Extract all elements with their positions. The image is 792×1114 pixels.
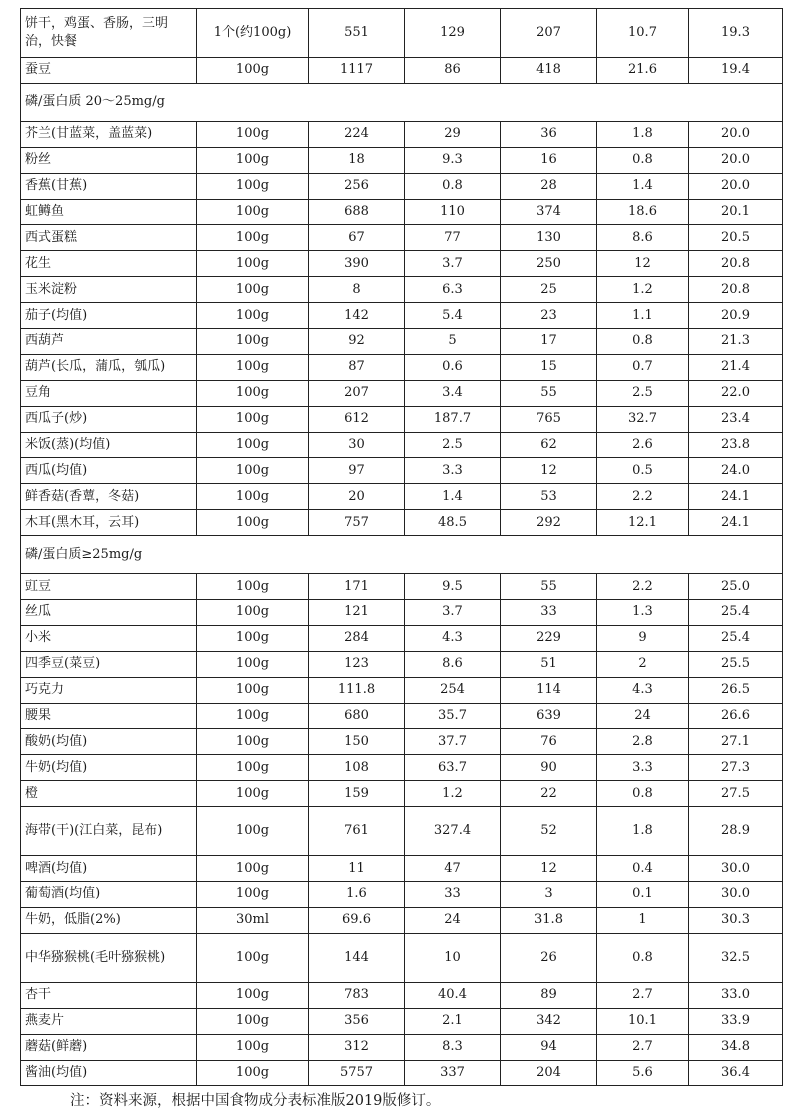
value-cell: 33 [405,882,501,908]
food-name-cell: 丝瓜 [21,600,197,626]
value-cell: 0.4 [597,856,689,882]
value-cell: 5 [405,329,501,355]
amount-cell: 100g [197,755,309,781]
value-cell: 20.1 [689,199,783,225]
value-cell: 150 [309,729,405,755]
value-cell: 28.9 [689,807,783,856]
table-row [21,933,783,982]
value-cell: 1.4 [405,484,501,510]
table-row [21,1060,783,1086]
food-name-cell: 木耳(黑木耳，云耳) [21,510,197,536]
food-name-cell: 粉丝 [21,147,197,173]
value-cell: 24 [405,907,501,933]
table-row [21,173,783,199]
value-cell: 24.1 [689,510,783,536]
amount-cell: 100g [197,781,309,807]
value-cell: 69.6 [309,907,405,933]
value-cell: 20.0 [689,173,783,199]
table-row [21,677,783,703]
value-cell: 28 [501,173,597,199]
amount-cell: 100g [197,625,309,651]
value-cell: 24.1 [689,484,783,510]
amount-cell: 100g [197,277,309,303]
amount-cell: 100g [197,484,309,510]
table-row [21,510,783,536]
value-cell: 342 [501,1008,597,1034]
amount-cell: 100g [197,933,309,982]
value-cell: 25.0 [689,574,783,600]
section-header-row [21,83,783,121]
value-cell: 26.5 [689,677,783,703]
value-cell: 21.6 [597,58,689,84]
food-name-cell: 牛奶，低脂(2%) [21,907,197,933]
value-cell: 159 [309,781,405,807]
value-cell: 2.1 [405,1008,501,1034]
value-cell: 374 [501,199,597,225]
value-cell: 3.7 [405,600,501,626]
value-cell: 25.5 [689,651,783,677]
table-row [21,432,783,458]
value-cell: 92 [309,329,405,355]
value-cell: 20.8 [689,251,783,277]
value-cell: 114 [501,677,597,703]
table-row [21,9,783,58]
value-cell: 0.8 [597,329,689,355]
value-cell: 312 [309,1034,405,1060]
value-cell: 27.5 [689,781,783,807]
value-cell: 0.8 [597,933,689,982]
food-name-cell: 茄子(均值) [21,303,197,329]
amount-cell: 100g [197,574,309,600]
amount-cell: 100g [197,406,309,432]
value-cell: 8.6 [597,225,689,251]
table-row [21,380,783,406]
value-cell: 25.4 [689,600,783,626]
value-cell: 21.3 [689,329,783,355]
value-cell: 0.7 [597,354,689,380]
value-cell: 4.3 [597,677,689,703]
food-name-cell: 小米 [21,625,197,651]
food-name-cell: 豆角 [21,380,197,406]
amount-cell: 100g [197,651,309,677]
value-cell: 36 [501,121,597,147]
table-row [21,625,783,651]
food-name-cell: 虹鳟鱼 [21,199,197,225]
food-name-cell: 牛奶(均值) [21,755,197,781]
value-cell: 2.5 [405,432,501,458]
value-cell: 36.4 [689,1060,783,1086]
table-row [21,303,783,329]
value-cell: 20.0 [689,121,783,147]
value-cell: 18 [309,147,405,173]
amount-cell: 100g [197,1034,309,1060]
value-cell: 1117 [309,58,405,84]
food-name-cell: 西式蛋糕 [21,225,197,251]
value-cell: 688 [309,199,405,225]
value-cell: 33.0 [689,982,783,1008]
value-cell: 15 [501,354,597,380]
table-row [21,484,783,510]
value-cell: 2.7 [597,1034,689,1060]
value-cell: 53 [501,484,597,510]
value-cell: 229 [501,625,597,651]
food-name-cell: 巧克力 [21,677,197,703]
amount-cell: 1个(约100g) [197,9,309,58]
value-cell: 1.6 [309,882,405,908]
table-row [21,225,783,251]
table-row [21,600,783,626]
table-row [21,651,783,677]
food-name-cell: 中华猕猴桃(毛叶猕猴桃) [21,933,197,982]
food-name-cell: 海带(干)(江白菜，昆布) [21,807,197,856]
amount-cell: 100g [197,1060,309,1086]
value-cell: 87 [309,354,405,380]
amount-cell: 100g [197,458,309,484]
value-cell: 3 [501,882,597,908]
value-cell: 11 [309,856,405,882]
value-cell: 63.7 [405,755,501,781]
table-row [21,807,783,856]
value-cell: 48.5 [405,510,501,536]
food-name-cell: 饼干，鸡蛋、香肠，三明治，快餐 [21,9,197,58]
table-row [21,882,783,908]
value-cell: 77 [405,225,501,251]
table-row [21,354,783,380]
value-cell: 8.3 [405,1034,501,1060]
table-row [21,406,783,432]
value-cell: 2.7 [597,982,689,1008]
value-cell: 254 [405,677,501,703]
table-row [21,703,783,729]
value-cell: 1.2 [405,781,501,807]
value-cell: 9 [597,625,689,651]
value-cell: 4.3 [405,625,501,651]
value-cell: 680 [309,703,405,729]
value-cell: 26.6 [689,703,783,729]
value-cell: 16 [501,147,597,173]
food-name-cell: 蚕豆 [21,58,197,84]
table-row [21,1034,783,1060]
food-name-cell: 西葫芦 [21,329,197,355]
value-cell: 23.8 [689,432,783,458]
value-cell: 12.1 [597,510,689,536]
value-cell: 33 [501,600,597,626]
value-cell: 29 [405,121,501,147]
value-cell: 2.8 [597,729,689,755]
food-name-cell: 西瓜子(炒) [21,406,197,432]
value-cell: 20.0 [689,147,783,173]
value-cell: 18.6 [597,199,689,225]
value-cell: 24.0 [689,458,783,484]
section-header-row [21,536,783,574]
food-name-cell: 啤酒(均值) [21,856,197,882]
amount-cell: 100g [197,600,309,626]
value-cell: 356 [309,1008,405,1034]
value-cell: 67 [309,225,405,251]
amount-cell: 30ml [197,907,309,933]
value-cell: 22 [501,781,597,807]
value-cell: 51 [501,651,597,677]
value-cell: 12 [501,856,597,882]
amount-cell: 100g [197,882,309,908]
value-cell: 35.7 [405,703,501,729]
value-cell: 21.4 [689,354,783,380]
value-cell: 0.8 [597,147,689,173]
food-name-cell: 酱油(均值) [21,1060,197,1086]
value-cell: 40.4 [405,982,501,1008]
value-cell: 2.2 [597,484,689,510]
value-cell: 86 [405,58,501,84]
amount-cell: 100g [197,58,309,84]
value-cell: 1.4 [597,173,689,199]
value-cell: 30.0 [689,856,783,882]
value-cell: 3.7 [405,251,501,277]
value-cell: 5.4 [405,303,501,329]
value-cell: 0.6 [405,354,501,380]
food-name-cell: 燕麦片 [21,1008,197,1034]
amount-cell: 100g [197,380,309,406]
amount-cell: 100g [197,251,309,277]
value-cell: 284 [309,625,405,651]
amount-cell: 100g [197,856,309,882]
value-cell: 1.2 [597,277,689,303]
value-cell: 26 [501,933,597,982]
value-cell: 30.3 [689,907,783,933]
table-row [21,574,783,600]
value-cell: 2.6 [597,432,689,458]
food-name-cell: 鲜香菇(香蕈，冬菇) [21,484,197,510]
value-cell: 37.7 [405,729,501,755]
food-name-cell: 四季豆(菜豆) [21,651,197,677]
food-name-cell: 蘑菇(鲜蘑) [21,1034,197,1060]
value-cell: 110 [405,199,501,225]
value-cell: 144 [309,933,405,982]
value-cell: 97 [309,458,405,484]
amount-cell: 100g [197,173,309,199]
value-cell: 10 [405,933,501,982]
value-cell: 327.4 [405,807,501,856]
food-name-cell: 玉米淀粉 [21,277,197,303]
amount-cell: 100g [197,1008,309,1034]
value-cell: 33.9 [689,1008,783,1034]
food-name-cell: 杏干 [21,982,197,1008]
table-row [21,199,783,225]
value-cell: 187.7 [405,406,501,432]
table-row [21,121,783,147]
food-name-cell: 芥兰(甘蓝菜，盖蓝菜) [21,121,197,147]
value-cell: 1.8 [597,121,689,147]
value-cell: 292 [501,510,597,536]
table-row [21,729,783,755]
value-cell: 418 [501,58,597,84]
value-cell: 130 [501,225,597,251]
value-cell: 761 [309,807,405,856]
amount-cell: 100g [197,982,309,1008]
value-cell: 2 [597,651,689,677]
amount-cell: 100g [197,303,309,329]
value-cell: 62 [501,432,597,458]
value-cell: 3.3 [597,755,689,781]
value-cell: 551 [309,9,405,58]
value-cell: 55 [501,380,597,406]
value-cell: 25.4 [689,625,783,651]
value-cell: 757 [309,510,405,536]
value-cell: 31.8 [501,907,597,933]
value-cell: 9.3 [405,147,501,173]
value-cell: 20.5 [689,225,783,251]
amount-cell: 100g [197,329,309,355]
food-name-cell: 香蕉(甘蕉) [21,173,197,199]
table-row [21,755,783,781]
value-cell: 390 [309,251,405,277]
value-cell: 9.5 [405,574,501,600]
amount-cell: 100g [197,199,309,225]
value-cell: 34.8 [689,1034,783,1060]
table-row [21,907,783,933]
value-cell: 612 [309,406,405,432]
table-row [21,329,783,355]
value-cell: 250 [501,251,597,277]
value-cell: 32.7 [597,406,689,432]
value-cell: 3.4 [405,380,501,406]
value-cell: 108 [309,755,405,781]
value-cell: 1 [597,907,689,933]
value-cell: 111.8 [309,677,405,703]
value-cell: 27.1 [689,729,783,755]
value-cell: 47 [405,856,501,882]
table-body [21,9,783,1086]
value-cell: 20.9 [689,303,783,329]
value-cell: 2.5 [597,380,689,406]
section-label: 磷/蛋白质≥25mg/g [21,536,783,574]
value-cell: 32.5 [689,933,783,982]
section-label: 磷/蛋白质 20～25mg/g [21,83,783,121]
value-cell: 6.3 [405,277,501,303]
value-cell: 94 [501,1034,597,1060]
food-name-cell: 豇豆 [21,574,197,600]
table-row [21,458,783,484]
value-cell: 171 [309,574,405,600]
value-cell: 19.3 [689,9,783,58]
food-name-cell: 腰果 [21,703,197,729]
value-cell: 30 [309,432,405,458]
amount-cell: 100g [197,121,309,147]
value-cell: 19.4 [689,58,783,84]
amount-cell: 100g [197,225,309,251]
value-cell: 3.3 [405,458,501,484]
value-cell: 142 [309,303,405,329]
food-name-cell: 酸奶(均值) [21,729,197,755]
value-cell: 783 [309,982,405,1008]
value-cell: 10.1 [597,1008,689,1034]
value-cell: 207 [501,9,597,58]
food-phosphorus-table [20,8,783,1086]
value-cell: 224 [309,121,405,147]
value-cell: 639 [501,703,597,729]
amount-cell: 100g [197,354,309,380]
food-name-cell: 米饭(蒸)(均值) [21,432,197,458]
value-cell: 204 [501,1060,597,1086]
value-cell: 1.3 [597,600,689,626]
value-cell: 25 [501,277,597,303]
food-name-cell: 葫芦(长瓜，蒲瓜，瓠瓜) [21,354,197,380]
value-cell: 337 [405,1060,501,1086]
value-cell: 0.5 [597,458,689,484]
value-cell: 52 [501,807,597,856]
value-cell: 24 [597,703,689,729]
value-cell: 123 [309,651,405,677]
value-cell: 20 [309,484,405,510]
value-cell: 12 [501,458,597,484]
value-cell: 17 [501,329,597,355]
value-cell: 1.1 [597,303,689,329]
value-cell: 30.0 [689,882,783,908]
table-row [21,251,783,277]
value-cell: 5757 [309,1060,405,1086]
value-cell: 89 [501,982,597,1008]
value-cell: 76 [501,729,597,755]
value-cell: 8 [309,277,405,303]
value-cell: 10.7 [597,9,689,58]
amount-cell: 100g [197,510,309,536]
table-row [21,58,783,84]
table-row [21,856,783,882]
food-name-cell: 橙 [21,781,197,807]
value-cell: 2.2 [597,574,689,600]
value-cell: 8.6 [405,651,501,677]
source-note: 注：资料来源，根据中国食物成分表标准版2019版修订。 [70,1093,441,1109]
amount-cell: 100g [197,807,309,856]
amount-cell: 100g [197,703,309,729]
value-cell: 55 [501,574,597,600]
value-cell: 121 [309,600,405,626]
table-row [21,1008,783,1034]
value-cell: 0.1 [597,882,689,908]
table-row [21,277,783,303]
value-cell: 22.0 [689,380,783,406]
value-cell: 90 [501,755,597,781]
food-name-cell: 葡萄酒(均值) [21,882,197,908]
value-cell: 12 [597,251,689,277]
value-cell: 129 [405,9,501,58]
value-cell: 207 [309,380,405,406]
value-cell: 1.8 [597,807,689,856]
value-cell: 0.8 [405,173,501,199]
value-cell: 23.4 [689,406,783,432]
value-cell: 20.8 [689,277,783,303]
amount-cell: 100g [197,729,309,755]
table-row [21,982,783,1008]
amount-cell: 100g [197,432,309,458]
value-cell: 765 [501,406,597,432]
table-row [21,147,783,173]
value-cell: 5.6 [597,1060,689,1086]
food-name-cell: 西瓜(均值) [21,458,197,484]
food-name-cell: 花生 [21,251,197,277]
amount-cell: 100g [197,677,309,703]
value-cell: 27.3 [689,755,783,781]
value-cell: 256 [309,173,405,199]
table-row [21,781,783,807]
amount-cell: 100g [197,147,309,173]
value-cell: 23 [501,303,597,329]
value-cell: 0.8 [597,781,689,807]
